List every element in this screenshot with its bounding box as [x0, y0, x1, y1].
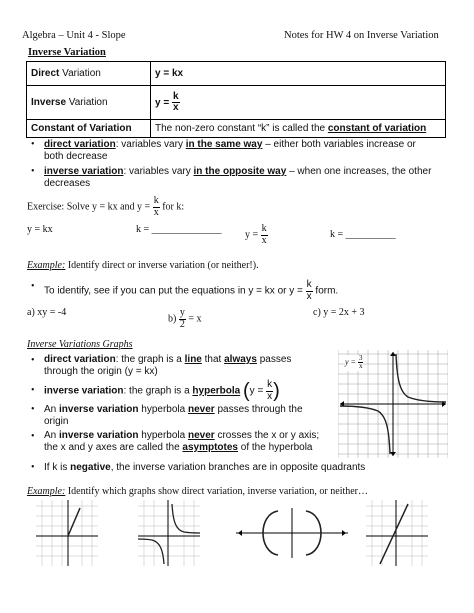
- table-row: [27, 86, 446, 120]
- graph-bullet-never-origin: An inverse variation hyperbola never passes through the origin: [44, 404, 303, 427]
- bullet-dot: •: [31, 431, 35, 442]
- graph-bullet-inverse: inverse variation: the graph is a hyperbola (y = $\frac{k}{x}$ ): [44, 379, 280, 402]
- fraction: $\frac{k}{x}$: [261, 223, 267, 246]
- constant-text: The non-zero constant “k” is called the: [155, 123, 328, 134]
- example1-a: a) xy = -4: [27, 307, 67, 318]
- graph-bullet-asymptotes: An inverse variation hyperbola never crosses the x or y axis; the x and y axes are called the asymptotes of the hyperbola: [44, 430, 320, 453]
- bullet-dot: •: [31, 355, 35, 366]
- header-left: Algebra – Unit 4 - Slope: [22, 30, 126, 41]
- example2-line: Example: Identify which graphs show direct variation, inverse variation, or neither…: [27, 486, 369, 497]
- bullet-dot: •: [31, 385, 35, 396]
- exercise-line: Exercise: Solve y = kx and y = $\frac{k}{x}$ for k:: [27, 195, 185, 218]
- exercise-left-eq: y = kx: [27, 224, 53, 235]
- graphs-title: Inverse Variations Graphs: [27, 339, 133, 350]
- fraction: $\frac{k}{x}$: [306, 279, 312, 302]
- constant-key: constant of variation: [327, 123, 427, 134]
- graph-bullet-negative: If k is negative, the inverse variation branches are in opposite quadrants: [44, 462, 366, 473]
- graph-thumb-hyperbola: [138, 500, 200, 566]
- def-inverse: inverse variation: variables vary in the opposite way – when one increases, the other decreases: [44, 166, 432, 189]
- label-bold: Inverse: [31, 97, 67, 108]
- fraction: $\frac{y}{2}$: [179, 307, 185, 330]
- def-direct: direct variation: variables vary in the same way – either both variables increase or both decrease: [44, 139, 416, 162]
- example1-b: b) $\frac{y}{2}$ = x: [168, 307, 202, 330]
- formula: y = kx: [155, 68, 184, 79]
- table-row: [27, 120, 446, 138]
- fraction: $\frac{k}{x}$: [153, 195, 159, 218]
- graph-thumb-parabolas: [236, 508, 348, 558]
- variation-table: [26, 61, 446, 138]
- example1-c: c) y = 2x + 3: [313, 307, 365, 318]
- bullet-dot: •: [31, 404, 35, 415]
- label-rest: Variation: [66, 97, 108, 108]
- label-bold: Constant of Variation: [31, 123, 132, 134]
- exercise-left-k: k = ______________: [136, 224, 222, 235]
- exercise-right-eq: y = $\frac{k}{x}$: [245, 223, 267, 246]
- bullet-dot: •: [31, 462, 35, 473]
- table-row: [27, 62, 446, 86]
- fraction: $\frac{3}{x}$: [358, 354, 363, 371]
- example1-line: Example: Identify direct or inverse variation (or neither!).: [27, 260, 259, 271]
- header-right: Notes for HW 4 on Inverse Variation: [284, 30, 439, 41]
- label-rest: Variation: [59, 68, 101, 79]
- graph-thumb-direct: [36, 500, 98, 566]
- section-title: Inverse Variation: [28, 47, 106, 58]
- graph-thumb-line: [366, 500, 428, 566]
- fraction: $\frac{k}{x}$: [267, 379, 273, 402]
- graph-equation-label: y = $\frac{3}{x}$: [345, 354, 363, 371]
- bullet-dot: •: [31, 281, 35, 292]
- fraction: $\frac{k}{x}$: [172, 90, 179, 113]
- label-bold: Direct: [31, 68, 60, 79]
- graph-bullet-direct: direct variation: the graph is a line that always passes through the origin (y = kx): [44, 354, 292, 377]
- example1-bullet: To identify, see if you can put the equations in y = kx or y = $\frac{k}{x}$ form.: [44, 279, 339, 302]
- bullet-dot: •: [31, 139, 35, 150]
- formula-prefix: y =: [155, 96, 172, 108]
- exercise-right-k: k = __________: [330, 229, 396, 240]
- bullet-dot: •: [31, 166, 35, 177]
